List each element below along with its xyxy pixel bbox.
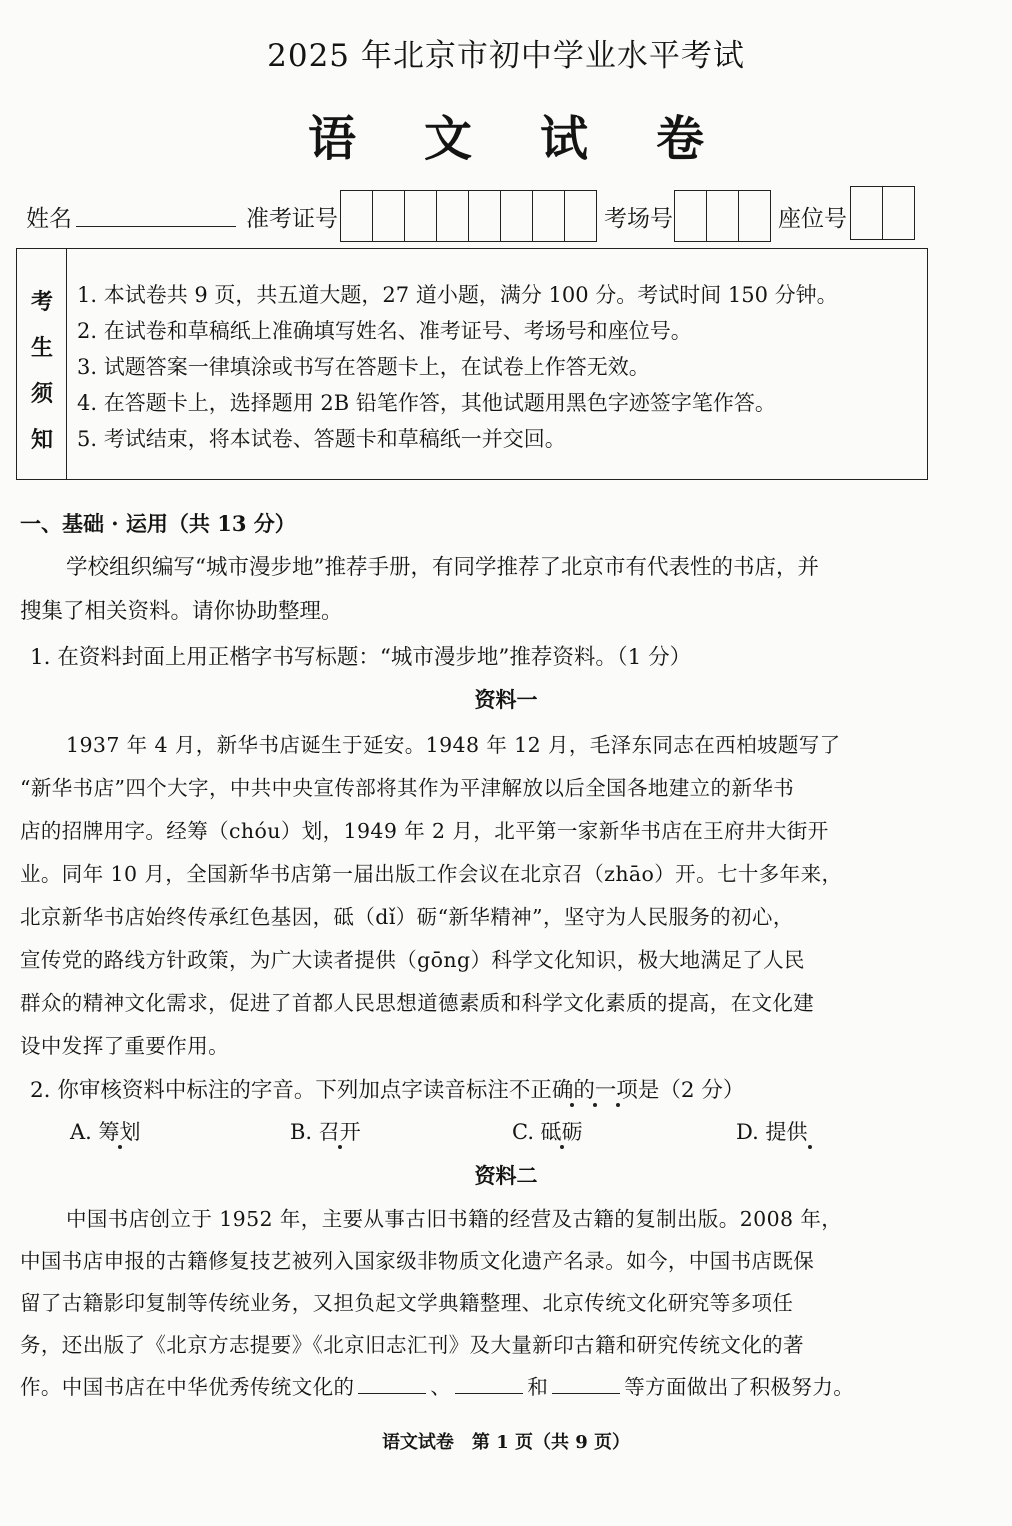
notice-item: 4. 在答题卡上，选择题用 2B 铅笔作答，其他试题用黑色字迹签字笔作答。 [77, 391, 776, 415]
material-2-line: 中国书店创立于 1952 年，主要从事古旧书籍的经营及古籍的复制出版。2008 年， [66, 1207, 843, 1231]
name-label: 姓名 [26, 206, 72, 232]
notice-side-label [17, 249, 67, 479]
intro-line: 学校组织编写“城市漫步地”推荐手册，有同学推荐了北京市有代表性的书店，并 [66, 555, 819, 580]
material-2-text: 等方面做出了积极努力。 [624, 1375, 855, 1399]
seat-label: 座位号 [778, 206, 847, 232]
material-1-line: 业。同年 10 月，全国新华书店第一届出版工作会议在北京召（zhāo）开。七十多年来， [20, 862, 843, 886]
question-2-stem: 2. 你审核资料中标注的字音。下列加点字读音标注不正确的一项是（2 分） [30, 1078, 745, 1103]
notice-side-char: 须 [30, 381, 53, 407]
material-1-line: “新华书店”四个大字，中共中央宣传部将其作为平津解放以后全国各地建立的新华书 [20, 776, 795, 800]
notice-item: 2. 在试卷和草稿纸上准确填写姓名、准考证号、考场号和座位号。 [77, 319, 692, 343]
notice-item: 1. 本试卷共 9 页，共五道大题，27 道小题，满分 100 分。考试时间 150 分钟。 [77, 283, 838, 307]
notice-side-char: 生 [30, 335, 53, 361]
material-2-title: 资料二 [474, 1163, 538, 1188]
material-2-line: 务，还出版了《北京方志提要》《北京旧志汇刊》及大量新印古籍和研究传统文化的著 [20, 1333, 804, 1357]
material-2-text: 、 [430, 1375, 452, 1399]
option-d: D. 提供 [736, 1120, 808, 1144]
seat-boxes[interactable] [850, 186, 915, 240]
paper-title [0, 100, 1012, 169]
material-1-line: 1937 年 4 月，新华书店诞生于延安。1948 年 12 月，毛泽东同志在西柏坡题写了 [66, 733, 841, 757]
answer-blank[interactable] [455, 1393, 523, 1394]
section-heading: 一、基础 · 运用（共 13 分） [20, 511, 296, 536]
material-1-line: 设中发挥了重要作用。 [20, 1034, 229, 1058]
question-1: 1. 在资料封面上用正楷字书写标题：“城市漫步地”推荐资料。（1 分） [30, 645, 692, 670]
material-2-line: 留了古籍影印复制等传统业务，又担负起文学典籍整理、北京传统文化研究等多项任 [20, 1291, 794, 1315]
emphasis-dot [560, 1145, 564, 1149]
paper-title-char: 试 [540, 111, 589, 167]
emphasis-dot [616, 1103, 620, 1107]
name-field[interactable] [76, 226, 236, 227]
paper-title-char: 文 [423, 111, 472, 167]
notice-side-char: 考 [30, 289, 53, 315]
exam-id-boxes[interactable] [340, 190, 597, 242]
option-a: A. 筹划 [70, 1120, 141, 1144]
room-boxes[interactable] [674, 190, 771, 242]
material-1-line: 店的招牌用字。经筹（chóu）划，1949 年 2 月，北平第一家新华书店在王府井大街开 [20, 819, 829, 843]
material-1-title: 资料一 [474, 687, 538, 712]
emphasis-dot [338, 1145, 342, 1149]
material-2-line: 中国书店申报的古籍修复技艺被列入国家级非物质文化遗产名录。如今，中国书店既保 [20, 1249, 815, 1273]
emphasis-dot [808, 1145, 812, 1149]
page-footer: 语文试卷 第 1 页（共 9 页） [381, 1432, 631, 1453]
material-2-text: 和 [527, 1375, 549, 1399]
emphasis-dot [570, 1103, 574, 1107]
material-1-line: 群众的精神文化需求，促进了首都人民思想道德素质和科学文化素质的提高，在文化建 [20, 991, 815, 1015]
paper-title-char: 语 [307, 111, 356, 167]
exam-id-label: 准考证号 [246, 206, 338, 232]
material-2-text: 作。中国书店在中华优秀传统文化的 [20, 1375, 355, 1399]
material-1-line: 北京新华书店始终传承红色基因，砥（dǐ）砺“新华精神”，坚守为人民服务的初心， [20, 905, 794, 929]
candidate-notice-box [16, 248, 928, 480]
answer-blank[interactable] [552, 1393, 620, 1394]
notice-item: 5. 考试结束，将本试卷、答题卡和草稿纸一并交回。 [77, 427, 566, 451]
notice-item: 3. 试题答案一律填涂或书写在答题卡上，在试卷上作答无效。 [77, 355, 650, 379]
material-2-last-line [20, 1370, 854, 1400]
emphasis-dot [118, 1145, 122, 1149]
option-c: C. 砥砺 [512, 1120, 583, 1144]
material-1-line: 宣传党的路线方针政策，为广大读者提供（gōng）科学文化知识，极大地满足了人民 [20, 948, 805, 972]
notice-side-char: 知 [30, 427, 53, 453]
exam-title: 2025 年北京市初中学业水平考试 [267, 38, 745, 74]
intro-line: 搜集了相关资料。请你协助整理。 [20, 599, 343, 624]
answer-blank[interactable] [358, 1393, 426, 1394]
emphasis-dot [593, 1103, 597, 1107]
option-b: B. 召开 [290, 1120, 361, 1144]
paper-title-char: 卷 [656, 111, 705, 167]
room-label: 考场号 [604, 206, 673, 232]
